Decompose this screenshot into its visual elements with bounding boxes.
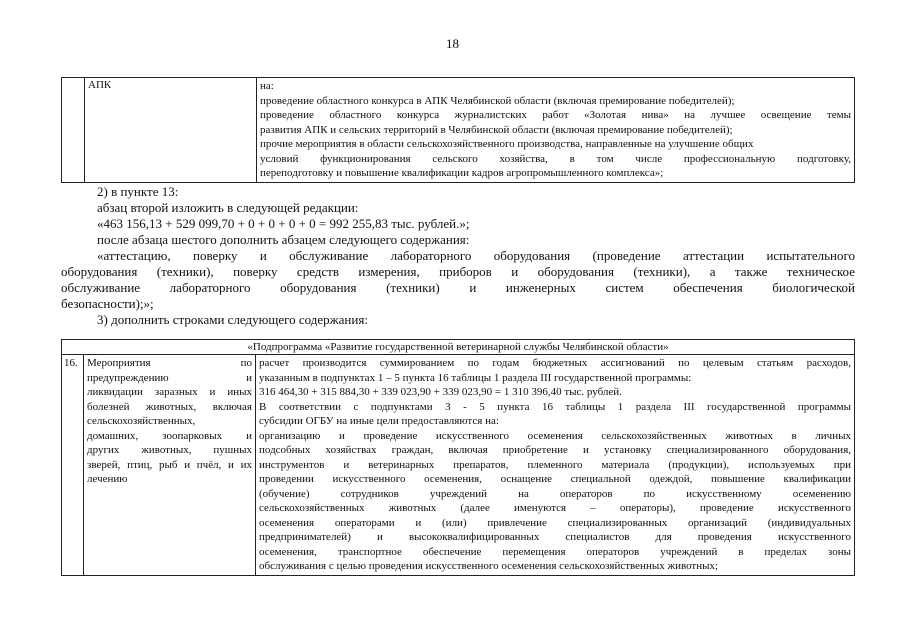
- description-line: осеменения, транспортное обеспечение перемещения операторов учреждений в пределах зоны: [259, 545, 851, 558]
- event-name-cell: [84, 355, 256, 575]
- description-line: В соответствии с подпунктами 3 - 5 пункта 16 таблицы 1 раздела III государственной программы: [259, 400, 851, 413]
- event-line: Мероприятия по: [87, 357, 252, 369]
- description-line: указанным в подпунктах 1 – 5 пункта 16 таблицы 1 раздела III государственной программы:: [259, 371, 692, 384]
- event-line: лечению: [87, 473, 128, 485]
- description-line: осеменения операторами и (или) привлечение специализированных организаций (индивидуальных: [259, 516, 851, 529]
- amendment-instruction: после абзаца шестого дополнить абзацем следующего содержания:: [97, 232, 470, 247]
- table-row: [62, 355, 854, 575]
- description-line: инструментов и ветеринарных препаратов, племенного материала (продукции), используемых при: [259, 458, 851, 471]
- table-continuation: [61, 77, 855, 183]
- row-number: 16.: [62, 355, 84, 575]
- description-line: переподготовку и повышение квалификации кадров агропромышленного комплекса»;: [260, 167, 664, 179]
- table-cell-description: [257, 78, 854, 182]
- event-line: ликвидации заразных и иных: [87, 386, 252, 398]
- amendment-point-3: 3) дополнить строками следующего содержания:: [97, 312, 368, 327]
- description-line: проведении искусственного осеменения, оснащение специальной одеждой, повышение квалификации: [259, 473, 851, 485]
- description-line: 316 464,30 + 315 884,30 + 339 023,90 + 339 023,90 = 1 310 396,40 тыс. рублей.: [259, 386, 622, 398]
- event-line: болезней животных, включая: [87, 400, 252, 413]
- amendment-instruction: абзац второй изложить в следующей редакции:: [97, 200, 359, 215]
- description-line: подсобных хозяйствах граждан, включая приобретение и установку специализированного оборудования,: [259, 444, 851, 456]
- amendment-paragraph-line: безопасности);»;: [61, 296, 154, 311]
- table-cell-category: АПК: [85, 78, 257, 182]
- description-line: субсидии ОГБУ на иные цели предоставляются на:: [259, 415, 499, 427]
- description-line: организацию и проведение искусственного осеменения сельскохозяйственных животных в личных: [259, 429, 851, 442]
- event-description-cell: [256, 355, 854, 575]
- amendment-paragraph-line: «аттестацию, поверку и обслуживание лабораторного оборудования (проведение аттестации испытательного: [97, 248, 855, 263]
- description-line: на:: [260, 80, 274, 92]
- amendment-paragraph-line: обслуживание лабораторного оборудования (техники) и инженерных систем обеспечения биологической: [61, 280, 855, 295]
- description-line: проведение областного конкурса журналистских работ «Золотая нива» на лучшее освещение темы: [260, 109, 851, 121]
- table-cell-number: [62, 78, 85, 182]
- event-line: зверей, птиц, рыб и пчёл, и их: [87, 458, 252, 471]
- description-line: обслуживания с целью проведения искусственного осеменения сельскохозяйственных животных;: [259, 560, 719, 572]
- description-line: прочие мероприятия в области сельскохозяйственного производства, направленные на улучшение общих: [260, 138, 754, 150]
- description-line: предпринимателей) и высококвалифицированных специалистов для проведения искусственного: [259, 531, 851, 543]
- description-line: (обучение) сотрудников учреждений на операторов по искусственному осеменению: [259, 487, 851, 500]
- description-line: условий функционирования сельского хозяйства, в том числе профессиональную подготовку,: [260, 152, 851, 165]
- amendment-point-2: 2) в пункте 13:: [97, 184, 179, 199]
- description-line: проведение областного конкурса в АПК Челябинской области (включая премирование победителей);: [260, 94, 735, 107]
- description-line: расчет производится суммированием по годам бюджетных ассигнований по целевым статьям расходов,: [259, 357, 851, 369]
- event-line: домашних, зоопарковых и: [87, 429, 252, 442]
- page-number: 18: [446, 36, 459, 51]
- event-line: предупреждению и: [87, 371, 252, 384]
- amendment-formula: «463 156,13 + 529 099,70 + 0 + 0 + 0 + 0 = 992 255,83 тыс. рублей.»;: [97, 216, 470, 231]
- table-subprogram: [61, 339, 855, 576]
- amendments-text: [61, 184, 855, 328]
- amendment-paragraph-line: оборудования (техники), поверку средств измерения, приборов и оборудования (техники), а также техническое: [61, 264, 855, 279]
- description-line: сельскохозяйственных животных (далее именуются – операторы), проведение искусственного: [259, 502, 851, 514]
- event-line: других животных, пушных: [87, 444, 252, 456]
- description-line: развития АПК и сельских территорий в Челябинской области (включая премирование победителей);: [260, 123, 733, 136]
- event-line: сельскохозяйственных,: [87, 415, 196, 427]
- subprogram-header: «Подпрограмма «Развитие государственной ветеринарной службы Челябинской области»: [62, 340, 854, 355]
